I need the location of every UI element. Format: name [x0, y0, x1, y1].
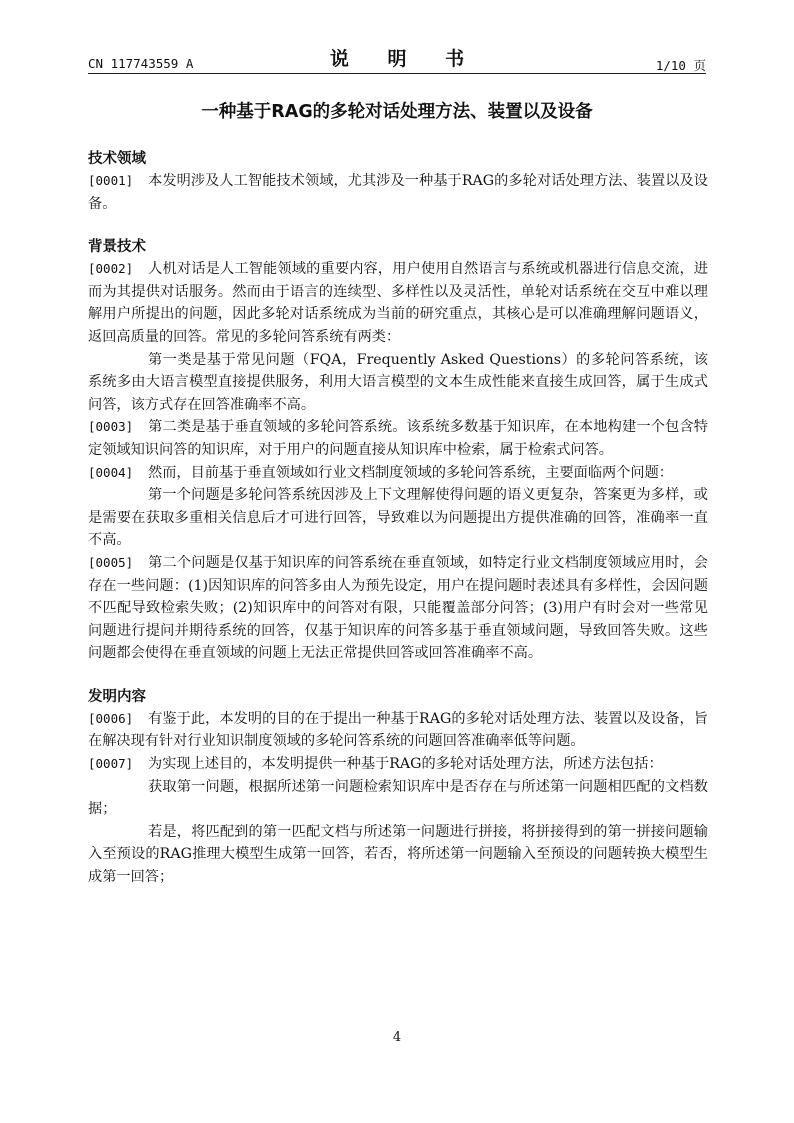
paragraph-number: [0004] — [88, 464, 134, 480]
paragraph — [88, 821, 708, 889]
paragraph-text: 第二类是基于垂直领域的多轮问答系统。该系统多数基于知识库，在本地构建一个包含特定领域知识问答的知识库，对于用户的问题直接从知识库中检索，属于检索式问答。 — [88, 419, 708, 458]
paragraph-number: [0005] — [88, 554, 134, 570]
paragraph-text: 本发明涉及人工智能技术领域，尤其涉及一种基于RAG的多轮对话处理方法、装置以及设备。 — [88, 173, 708, 212]
paragraph-text: 为实现上述目的，本发明提供一种基于RAG的多轮对话处理方法，所述方法包括： — [148, 756, 663, 773]
paragraph-text: 第一个问题是多轮问答系统因涉及上下文理解使得问题的语义更复杂，答案更为多样，或是需要在获取多重相关信息后才可进行回答，导致难以为问题提出方提供准确的回答，准确率一直不高。 — [88, 487, 708, 549]
section-heading-background: 背景技术 — [88, 239, 146, 256]
paragraph-number: [0006] — [88, 710, 134, 726]
section-heading-summary: 发明内容 — [88, 688, 146, 705]
paragraph-text: 若是，将匹配到的第一匹配文档与所述第一问题进行拼接，将拼接得到的第一拼接问题输入至预设的RAG推理大模型生成第一回答，若否，将所述第一问题输入至预设的问题转换大模型生成第一回答； — [88, 823, 708, 886]
paragraph — [88, 462, 708, 485]
paragraph-number: [0003] — [88, 419, 134, 435]
document-body — [88, 148, 708, 889]
paragraph — [88, 776, 708, 821]
paragraph — [88, 484, 708, 552]
paragraph-number: [0007] — [88, 756, 134, 772]
page-header — [88, 44, 706, 74]
paragraph-text: 第一类是基于常见问题（FQA，Frequently Asked Questions）的多轮问答系统，该系统多由大语言模型直接提供服务，利用大语言模型的文本生成性能来直接生成回答，属于生成式问答，该方式存在回答准确率不高。 — [88, 351, 708, 413]
paragraph-text: 有鉴于此，本发明的目的在于提出一种基于RAG的多轮对话处理方法、装置以及设备，旨在解决现有针对行业知识制度领域的多轮问答系统的问题回答准确率低等问题。 — [88, 710, 708, 750]
page-number: 4 — [392, 1030, 402, 1045]
paragraph-text: 第二个问题是仅基于知识库的问答系统在垂直领域，如特定行业文档制度领域应用时，会存在一些问题：(1)因知识库的问答多由人为预先设定，用户在提问题时表述具有多样性，会因问题不匹配导致检索失败；(2)知识库中的问答对有限，只能覆盖部分问答；(3)用户有时会对一些常见问题进行提问并期待系统的回答，仅基于知识库的问答多基于垂直领域问题，导致回答失败。这些问题都会使得在垂直领域的问题上无法正常提供回答或回答准确率不高。 — [88, 554, 708, 662]
header-rule — [88, 73, 706, 74]
paragraph-text: 获取第一问题，根据所述第一问题检索知识库中是否存在与所述第一问题相匹配的文档数据； — [88, 778, 708, 818]
paragraph — [88, 552, 708, 665]
paragraph — [88, 753, 708, 776]
document-title: 一种基于RAG的多轮对话处理方法、装置以及设备 — [201, 102, 593, 122]
paragraph — [88, 258, 708, 348]
doc-number: CN 117743559 A — [88, 56, 194, 71]
section-heading-tech-field: 技术领域 — [88, 151, 146, 167]
paragraph — [88, 170, 708, 215]
paragraph-text: 人机对话是人工智能领域的重要内容，用户使用自然语言与系统或机器进行信息交流，进而为其提供对话服务。然而由于语言的连续型、多样性以及灵活性，单轮对话系统在交互中难以理解用户所提出的问题，因此多轮对话系统成为当前的研究重点，其核心是可以准确理解问题语义，返回高质量的回答。常见的多轮问答系统有两类： — [88, 261, 708, 345]
page-info: 1/10 页 — [655, 58, 706, 73]
paragraph — [88, 708, 708, 753]
paragraph — [88, 349, 708, 417]
doc-type: 说 明 书 — [329, 48, 481, 70]
paragraph — [88, 416, 708, 461]
paragraph-number: [0002] — [88, 261, 134, 277]
paragraph-number: [0001] — [88, 173, 134, 188]
paragraph-text: 然而，目前基于垂直领域如行业文档制度领域的多轮问答系统，主要面临两个问题： — [148, 464, 673, 481]
